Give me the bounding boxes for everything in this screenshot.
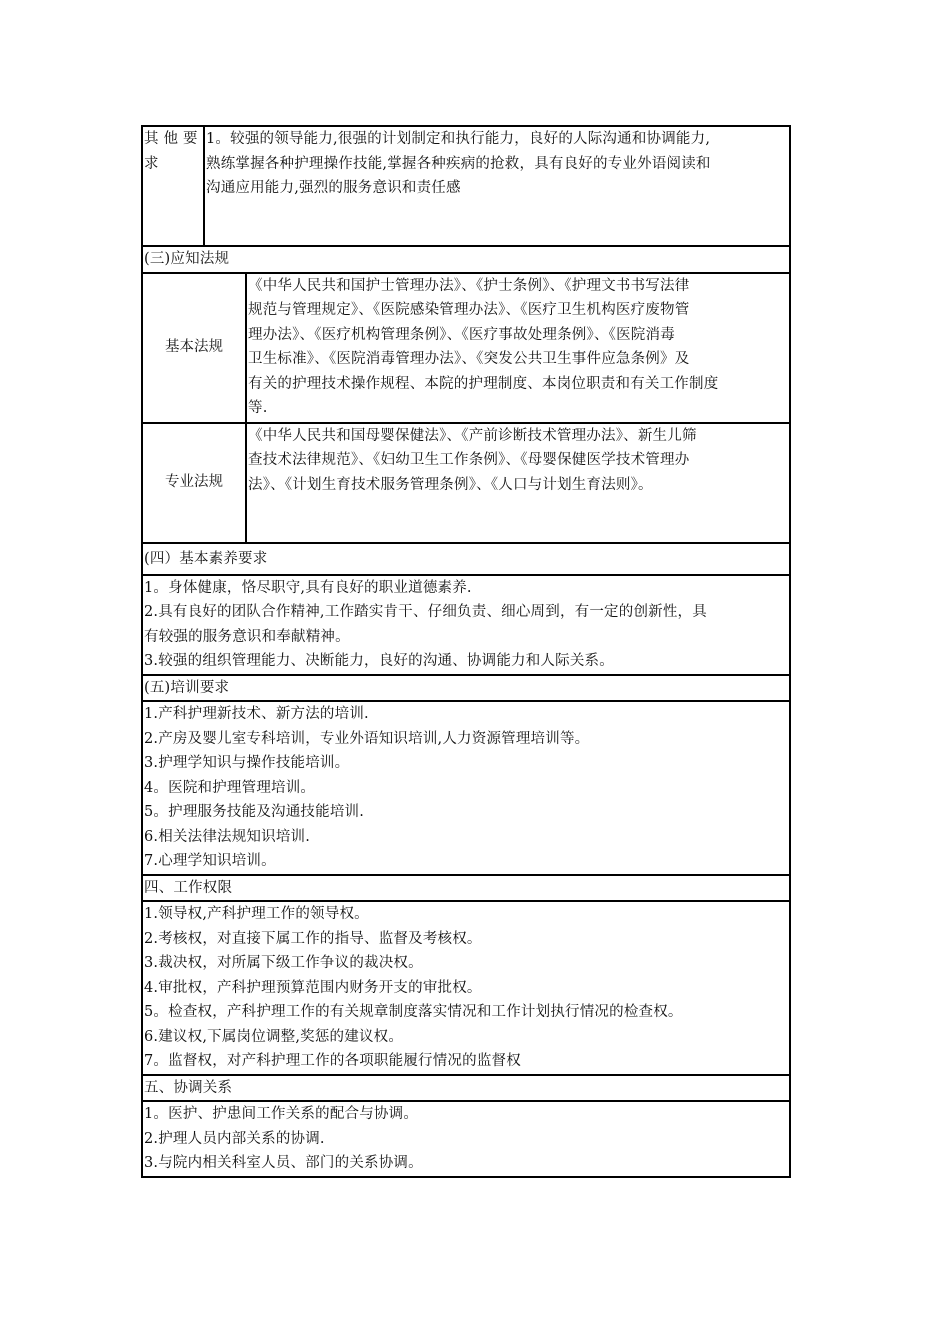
document-page: [141, 125, 789, 1178]
authority-content: 1.领导权,产科护理工作的领导权。 2.考核权，对直接下属工作的指导、监督及考核权。 3.裁决权，对所属下级工作争议的裁决权。 4.审批权，产科护理预算范围内财务开支的审批权。 5。检查权，产科护理工作的有关规章制度落实情况和工作计划执行情况的检查权。 6.建议权,下属岗位调整,奖惩的建议权。 7。监督权，对产科护理工作的各项职能履行情况的监督权: [142, 901, 790, 1075]
training-header: (五)培训要求: [142, 675, 790, 702]
laws-header: (三)应知法规: [142, 246, 790, 273]
training-content: 1.产科护理新技术、新方法的培训. 2.产房及婴儿室专科培训，专业外语知识培训,人力资源管理培训等。 3.护理学知识与操作技能培训。 4。医院和护理管理培训。 5。护理服务技能及沟通技能培训. 6.相关法律法规知识培训. 7.心理学知识培训。: [142, 701, 790, 875]
other-requirements-row: [142, 126, 790, 246]
professional-laws-row: [142, 423, 790, 543]
job-description-table: [141, 125, 791, 1178]
other-requirements-label: 其 他 要 求: [142, 126, 204, 246]
coordination-header: 五、协调关系: [142, 1075, 790, 1102]
basic-laws-content: 《中华人民共和国护士管理办法》、《护士条例》、《护理文书书写法律 规范与管理规定》、《医院感染管理办法》、《医疗卫生机构医疗废物管 理办法》、《医疗机构管理条例》、《医疗事故处理条例》、《医院消毒 卫生标准》、《医院消毒管理办法》、《突发公共卫生事件应急条例》及 有关的护理技术操作规程、本院的护理制度、本岗位职责和有关工作制度 等.: [246, 273, 790, 423]
professional-laws-label: 专业法规: [142, 423, 246, 543]
professional-laws-content: 《中华人民共和国母婴保健法》、《产前诊断技术管理办法》、新生儿筛 查技术法律规范》、《妇幼卫生工作条例》、《母婴保健医学技术管理办 法》、《计划生育技术服务管理条例》、《人口与计划生育法则》。: [246, 423, 790, 543]
basic-laws-row: [142, 273, 790, 423]
authority-header: 四、工作权限: [142, 875, 790, 902]
quality-content: 1。身体健康，恪尽职守,具有良好的职业道德素养. 2.具有良好的团队合作精神,工作踏实肯干、仔细负责、细心周到，有一定的创新性，具 有较强的服务意识和奉献精神。 3.较强的组织管理能力、决断能力，良好的沟通、协调能力和人际关系。: [142, 575, 790, 675]
basic-laws-label: 基本法规: [142, 273, 246, 423]
other-requirements-content: 1。较强的领导能力,很强的计划制定和执行能力，良好的人际沟通和协调能力, 熟练掌握各种护理操作技能,掌握各种疾病的抢救，具有良好的专业外语阅读和 沟通应用能力,强烈的服务意识和责任感: [204, 126, 790, 246]
coordination-content: 1。医护、护患间工作关系的配合与协调。 2.护理人员内部关系的协调. 3.与院内相关科室人员、部门的关系协调。: [142, 1101, 790, 1177]
quality-header: (四）基本素养要求: [142, 543, 790, 575]
